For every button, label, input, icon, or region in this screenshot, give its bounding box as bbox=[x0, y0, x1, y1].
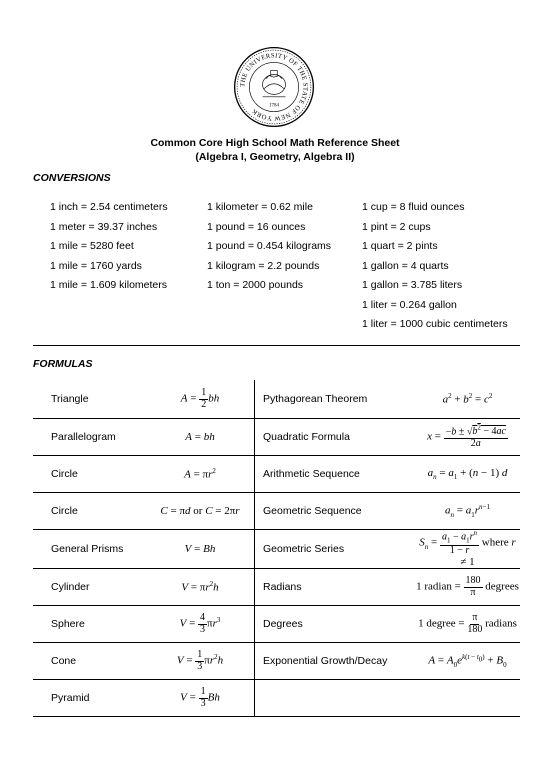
page-title: Common Core High School Math Reference Sheet bbox=[150, 137, 400, 149]
seal-year: 1784 bbox=[269, 103, 279, 109]
formula-name: Quadratic Formula bbox=[255, 419, 416, 456]
formula-name: Radians bbox=[255, 569, 416, 606]
formula-name: Geometric Sequence bbox=[255, 493, 416, 530]
table-row bbox=[33, 380, 520, 419]
table-row bbox=[33, 530, 520, 569]
conversion-item: 1 cup = 8 fluid ounces bbox=[362, 201, 465, 213]
formula-name: Pythagorean Theorem bbox=[255, 380, 416, 419]
conversion-item: 1 liter = 1000 cubic centimeters bbox=[362, 318, 508, 330]
formula-name: Circle bbox=[33, 456, 146, 493]
table-row bbox=[33, 493, 520, 530]
conversion-item: 1 liter = 0.264 gallon bbox=[362, 299, 457, 311]
state-seal bbox=[233, 46, 315, 128]
conversion-item: 1 inch = 2.54 centimeters bbox=[50, 201, 168, 213]
formula-name: Circle bbox=[33, 493, 146, 530]
conversion-item: 1 mile = 1760 yards bbox=[50, 260, 142, 272]
formula-name: Cone bbox=[33, 643, 146, 680]
formulas-heading: FORMULAS bbox=[33, 358, 93, 370]
conversion-item: 1 kilogram = 2.2 pounds bbox=[207, 260, 320, 272]
conversion-item: 1 gallon = 3.785 liters bbox=[362, 279, 463, 291]
conversion-item: 1 gallon = 4 quarts bbox=[362, 260, 449, 272]
table-row bbox=[33, 606, 520, 643]
formula-name: Arithmetic Sequence bbox=[255, 456, 416, 493]
formula-name: General Prisms bbox=[33, 530, 146, 569]
formula-exponential: $A = A_0e^{k(t - t_0)} + B_0$ bbox=[415, 643, 520, 680]
formula-pyramid: V = $\frac{1}{3}$ Bh bbox=[146, 680, 255, 717]
formula-name: Geometric Series bbox=[255, 530, 416, 569]
table-row bbox=[33, 456, 520, 493]
conversion-item: 1 ton = 2000 pounds bbox=[207, 279, 304, 291]
conversion-item: 1 mile = 5280 feet bbox=[50, 240, 134, 252]
formula-name: Triangle bbox=[33, 380, 146, 419]
formula-name: Pyramid bbox=[33, 680, 146, 717]
conversion-item: 1 pound = 16 ounces bbox=[207, 221, 306, 233]
formula-general-prisms: V = Bh bbox=[146, 530, 255, 569]
formula-parallelogram: A = bh bbox=[146, 419, 255, 456]
table-row bbox=[33, 643, 520, 680]
formula-triangle: A = $\frac{1}{2}$ bh bbox=[146, 380, 255, 419]
conversion-item: 1 meter = 39.37 inches bbox=[50, 221, 158, 233]
section-divider bbox=[33, 345, 520, 346]
conversion-item: 1 pound = 0.454 kilograms bbox=[207, 240, 332, 252]
formula-sphere: V = $\frac{4}{3}$ $\pi r^3$ bbox=[146, 606, 255, 643]
formula-cylinder: $V = \pi r^2h$ bbox=[146, 569, 255, 606]
conversions-heading: CONVERSIONS bbox=[33, 172, 111, 184]
formula-arithmetic-sequence: $a_n = a_1 + (n - 1)$ d bbox=[415, 456, 520, 493]
formula-circle-circumference: C = πd or C = 2πr bbox=[146, 493, 255, 530]
conversion-item: 1 kilometer = 0.62 mile bbox=[207, 201, 313, 213]
page-subtitle: (Algebra I, Geometry, Algebra II) bbox=[195, 151, 355, 163]
table-row bbox=[33, 569, 520, 606]
table-row bbox=[33, 680, 520, 717]
formula-geometric-sequence: $a_n = a_1r^{n-1}$ bbox=[415, 493, 520, 530]
formula-name: Parallelogram bbox=[33, 419, 146, 456]
conversion-item: 1 mile = 1.609 kilometers bbox=[50, 279, 168, 291]
formula-name: Sphere bbox=[33, 606, 146, 643]
formula-pythagorean: $a^2 + b^2 = c^2$ bbox=[415, 380, 520, 419]
seal-emblem-icon bbox=[263, 71, 286, 97]
conversion-item: 1 pint = 2 cups bbox=[362, 221, 431, 233]
formula-name: Exponential Growth/Decay bbox=[255, 643, 416, 680]
table-row bbox=[33, 419, 520, 456]
formula-degrees: 1 degree = $\frac{\pi}{180}$ radians bbox=[415, 606, 520, 643]
formula-geometric-series: $S_n$ = $\frac{a_1 - a_1r^n}{1 - r}$ where r ≠ 1 bbox=[415, 530, 520, 569]
formulas-table bbox=[33, 380, 520, 717]
formula-name: Degrees bbox=[255, 606, 416, 643]
formula-radians: 1 radian = $\frac{180}{\pi}$ degrees bbox=[415, 569, 520, 606]
formula-cone: V = $\frac{1}{3}$ $\pi r^2h$ bbox=[146, 643, 255, 680]
formula-quadratic: x = $\frac{-b \pm √b^2 - 4ac}{2a}$ bbox=[415, 419, 520, 456]
conversion-item: 1 quart = 2 pints bbox=[362, 240, 438, 252]
formula-circle-area: $A = \pi r^2$ bbox=[146, 456, 255, 493]
formula-name: Cylinder bbox=[33, 569, 146, 606]
seal-ring-text: THE UNIVERSITY OF THE STATE OF NEW YORK bbox=[239, 52, 309, 122]
